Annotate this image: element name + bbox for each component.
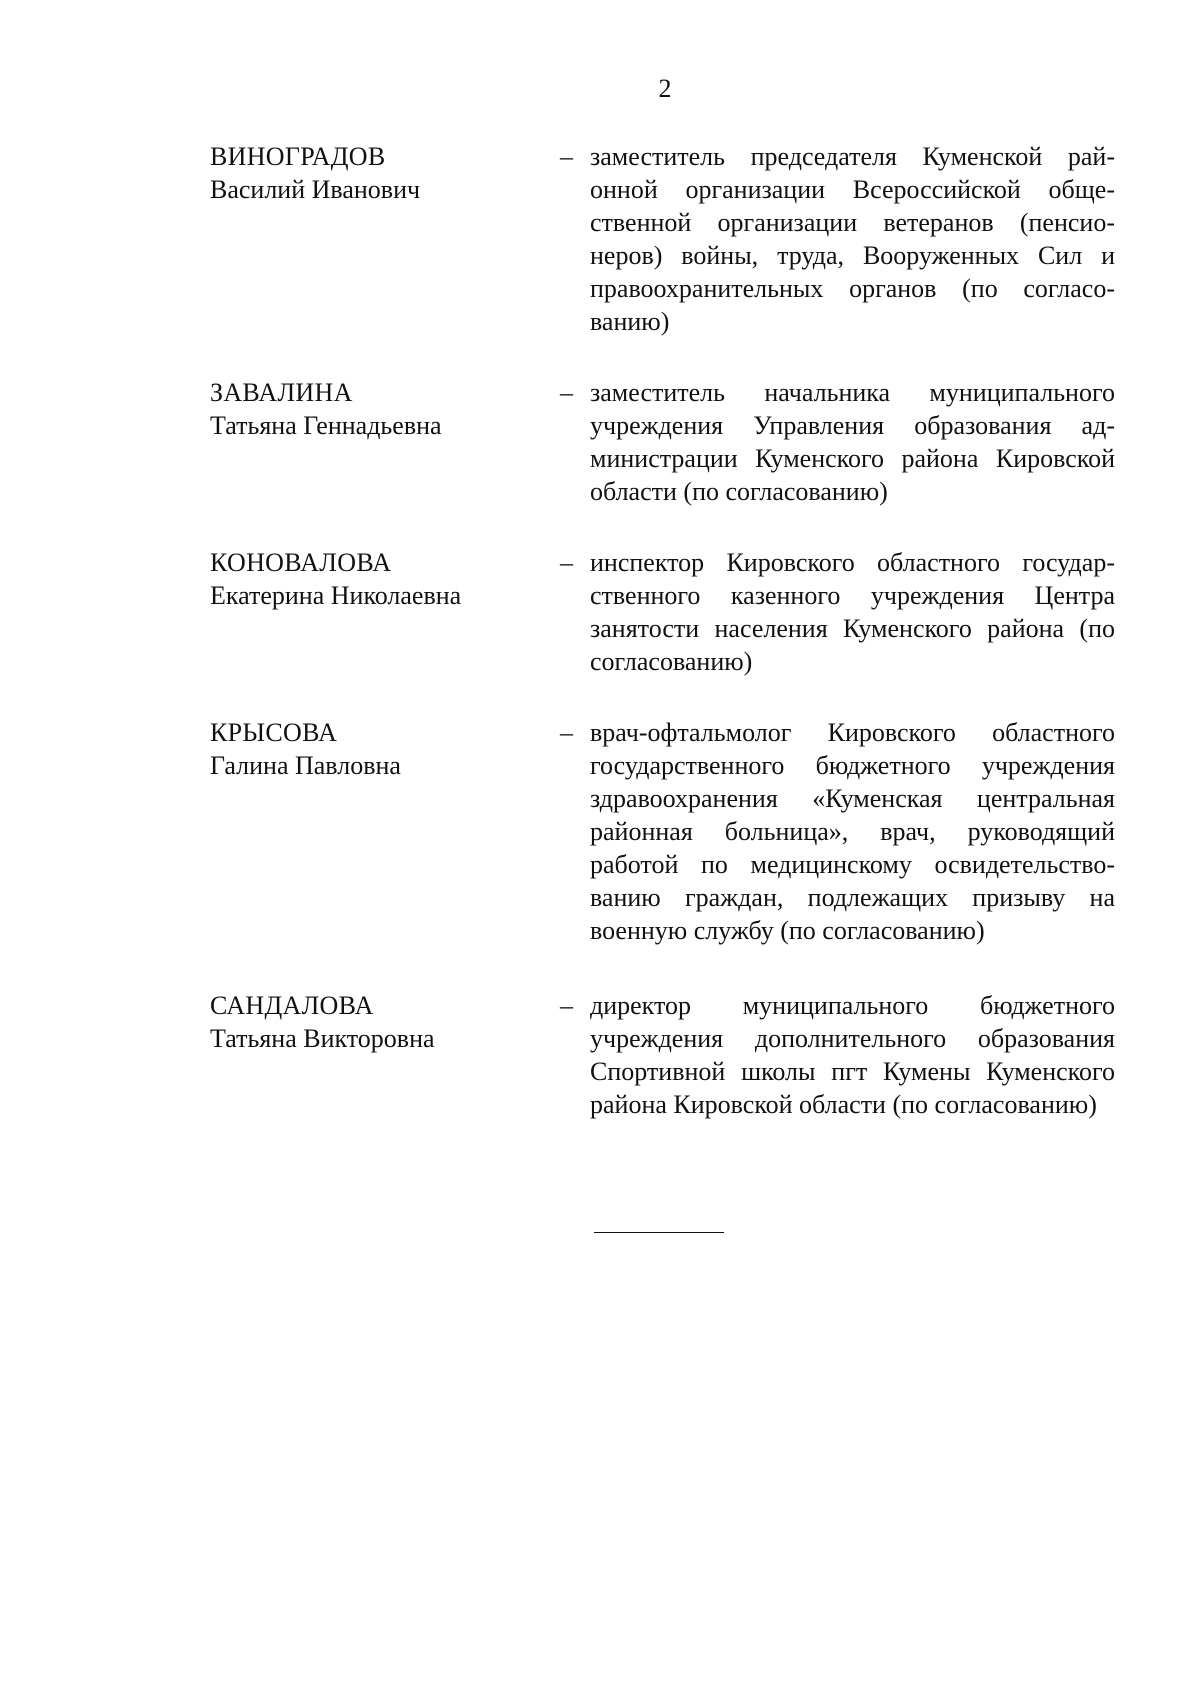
end-of-list-rule	[594, 1232, 724, 1233]
member-name-block	[210, 546, 560, 678]
member-entry	[0, 376, 1200, 508]
member-dash: –	[560, 991, 573, 1020]
member-list	[0, 140, 1200, 1161]
member-name-block	[210, 140, 560, 338]
member-description: врач-офтальмолог Кировского областного государственного бюджетного учреждения здравоохранения «Куменская центральная районная больница», врач, руководящий работой по медицинскому освидетельствованию граждан, подлежащих призыву на военную службу (по согласованию)	[590, 718, 1115, 945]
member-description: заместитель начальника муниципального учреждения Управления образования администрации Куменского района Кировской области (по согласованию)	[590, 378, 1115, 506]
member-surname: ЗАВАЛИНА	[210, 378, 353, 407]
member-name-block	[210, 716, 560, 947]
member-name-block	[210, 989, 560, 1121]
member-given-names: Екатерина Николаевна	[210, 581, 462, 610]
member-surname: САНДАЛОВА	[210, 991, 374, 1020]
member-surname: КРЫСОВА	[210, 718, 338, 747]
member-entry	[0, 140, 1200, 338]
member-entry	[0, 716, 1200, 947]
member-description: инспектор Кировского областного государственного казенного учреждения Центра занятости населения Куменского района (по согласованию)	[590, 548, 1115, 676]
member-given-names: Татьяна Викторовна	[210, 1024, 435, 1053]
member-dash: –	[560, 548, 573, 577]
page-number: 2	[658, 74, 672, 103]
member-name-block	[210, 376, 560, 508]
member-description: заместитель председателя Куменской районной организации Всероссийской общественной организации ветеранов (пенсионеров) войны, труда, Вооруженных Сил и правоохранительных органов (по согласованию)	[590, 142, 1115, 336]
member-dash: –	[560, 142, 573, 171]
member-given-names: Татьяна Геннадьевна	[210, 411, 442, 440]
member-description: директор муниципального бюджетного учреждения дополнительного образования Спортивной школы пгт Кумены Куменского района Кировской области (по согласованию)	[590, 991, 1115, 1119]
member-given-names: Галина Павловна	[210, 751, 401, 780]
member-entry	[0, 989, 1200, 1121]
member-surname: КОНОВАЛОВА	[210, 548, 392, 577]
member-entry	[0, 546, 1200, 678]
member-dash: –	[560, 718, 573, 747]
member-dash: –	[560, 378, 573, 407]
member-surname: ВИНОГРАДОВ	[210, 142, 386, 171]
member-given-names: Василий Иванович	[210, 175, 421, 204]
